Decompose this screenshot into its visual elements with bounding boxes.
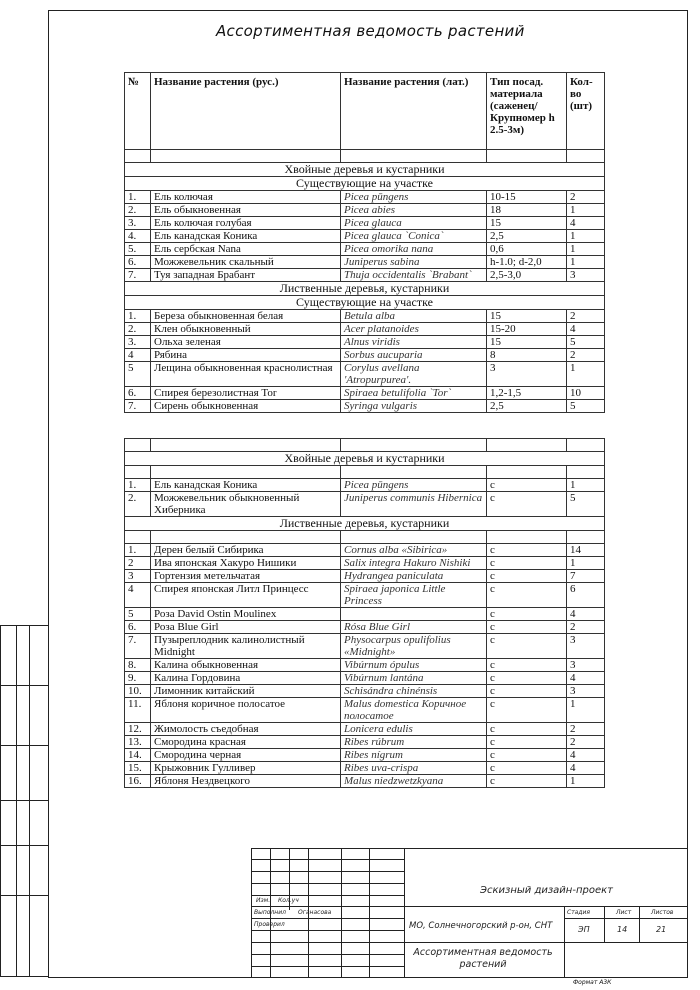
table-row [125, 775, 605, 788]
row-qty: 1 [567, 775, 605, 788]
row-name-lat: Ribes nígrum [341, 749, 487, 762]
row-name-lat: Ribes rúbrum [341, 736, 487, 749]
row-num: 5 [125, 608, 151, 621]
row-type: 15-20 [487, 323, 567, 336]
row-type: с [487, 698, 567, 723]
row-name-ru: Лещина обыкновенная краснолистная [151, 362, 341, 387]
stamp-author-name: Оганасова [298, 909, 332, 916]
stamp-stadia-label: Стадия [567, 909, 591, 916]
row-qty: 7 [567, 570, 605, 583]
row-name-lat: Malus domestica Коричное полосатое [341, 698, 487, 723]
stamp-doc-title: Ассортиментная ведомость растений [413, 947, 553, 970]
row-name-ru: Можжевельник обыкновенный Хиберника [151, 492, 341, 517]
row-type: с [487, 634, 567, 659]
row-qty: 3 [567, 685, 605, 698]
stamp-project: Эскизный дизайн-проект [480, 885, 613, 896]
row-qty: 4 [567, 672, 605, 685]
row-name-ru: Можжевельник скальный [151, 256, 341, 269]
table-row [125, 479, 605, 492]
row-type: с [487, 492, 567, 517]
row-name-lat: Spiraea japonica Little Princess [341, 583, 487, 608]
row-name-lat: Picea pūngens [341, 479, 487, 492]
row-qty: 4 [567, 749, 605, 762]
row-name-ru: Ель обыкновенная [151, 204, 341, 217]
title-block-stamp [251, 848, 688, 978]
row-num: 4. [125, 230, 151, 243]
row-name-ru: Гортензия метельчатая [151, 570, 341, 583]
row-qty: 2 [567, 736, 605, 749]
row-name-ru: Ель колючая [151, 191, 341, 204]
row-name-ru: Дерен белый Сибирика [151, 544, 341, 557]
row-name-lat [341, 608, 487, 621]
row-qty: 4 [567, 608, 605, 621]
table-row [125, 698, 605, 723]
format-label: Формат А3К [573, 979, 612, 986]
row-name-ru: Лимонник китайский [151, 685, 341, 698]
row-type: h-1.0; d-2,0 [487, 256, 567, 269]
row-qty: 1 [567, 204, 605, 217]
row-qty: 4 [567, 323, 605, 336]
row-num: 11. [125, 698, 151, 723]
row-type: 18 [487, 204, 567, 217]
row-name-ru: Ель сербская Nana [151, 243, 341, 256]
row-qty: 1 [567, 256, 605, 269]
row-name-lat: Rósa Blue Girl [341, 621, 487, 634]
table-row [125, 659, 605, 672]
row-name-lat: Ribes uva-crispa [341, 762, 487, 775]
row-qty: 1 [567, 557, 605, 570]
stamp-izm: Изм. [256, 897, 271, 904]
stamp-list-label: Лист [616, 909, 632, 916]
table-row [125, 336, 605, 349]
row-num: 5 [125, 362, 151, 387]
section-deciduous-label: Лиственные деревья, кустарники [125, 517, 605, 531]
row-qty: 1 [567, 698, 605, 723]
row-name-lat: Salix integra Hakuro Nishiki [341, 557, 487, 570]
stamp-vypolnil: Выполнил [254, 909, 286, 916]
row-num: 8. [125, 659, 151, 672]
row-name-lat: Thuja occidentalis `Brabant` [341, 269, 487, 282]
row-num: 2. [125, 492, 151, 517]
page-title: Ассортиментная ведомость растений [216, 22, 525, 40]
row-name-ru: Смородина черная [151, 749, 341, 762]
row-name-ru: Калина обыкновенная [151, 659, 341, 672]
row-name-lat: Picea pūngens [341, 191, 487, 204]
row-name-ru: Ель канадская Коника [151, 230, 341, 243]
row-type: с [487, 672, 567, 685]
table-row [125, 544, 605, 557]
row-qty: 4 [567, 762, 605, 775]
row-qty: 10 [567, 387, 605, 400]
header-name-lat: Название растения (лат.) [341, 73, 487, 150]
row-name-ru: Рябина [151, 349, 341, 362]
row-type: 2,5 [487, 400, 567, 413]
row-num: 3. [125, 217, 151, 230]
row-type: с [487, 570, 567, 583]
row-num: 10. [125, 685, 151, 698]
table-row [125, 723, 605, 736]
row-name-ru: Калина Гордовина [151, 672, 341, 685]
table-header-row [125, 73, 605, 150]
row-name-ru: Ель колючая голубая [151, 217, 341, 230]
stamp-listov-label: Листов [651, 909, 674, 916]
row-name-lat: Juniperus communis Hibernica [341, 492, 487, 517]
subsection-existing [125, 177, 605, 191]
row-qty: 1 [567, 230, 605, 243]
table-row [125, 269, 605, 282]
row-num: 3 [125, 570, 151, 583]
row-type: с [487, 775, 567, 788]
row-qty: 1 [567, 479, 605, 492]
row-qty: 1 [567, 243, 605, 256]
section-deciduous [125, 282, 605, 296]
row-type: 2,5 [487, 230, 567, 243]
table-row [125, 570, 605, 583]
stamp-kol-uch: Кол.уч [278, 897, 299, 904]
blank-row [125, 150, 605, 163]
row-name-ru: Береза обыкновенная белая [151, 310, 341, 323]
row-num: 15. [125, 762, 151, 775]
subsection-existing [125, 296, 605, 310]
row-qty: 3 [567, 634, 605, 659]
row-qty: 2 [567, 723, 605, 736]
plant-table-existing [124, 72, 605, 413]
row-name-lat: Vibúrnum ópulus [341, 659, 487, 672]
row-name-lat: Picea glauca `Conica` [341, 230, 487, 243]
row-name-ru: Смородина красная [151, 736, 341, 749]
table-row [125, 243, 605, 256]
row-num: 1. [125, 479, 151, 492]
row-num: 4 [125, 349, 151, 362]
row-num: 16. [125, 775, 151, 788]
row-name-ru: Пузыреплодник калинолистный Midnight [151, 634, 341, 659]
row-name-lat: Vibúrnum lantána [341, 672, 487, 685]
row-name-lat: Schisándra chinénsis [341, 685, 487, 698]
row-type: с [487, 544, 567, 557]
row-name-lat: Sorbus aucuparia [341, 349, 487, 362]
row-num: 7. [125, 269, 151, 282]
row-type: с [487, 608, 567, 621]
row-name-lat: Physocarpus opulifolius «Midnight» [341, 634, 487, 659]
table-row [125, 749, 605, 762]
table-row [125, 362, 605, 387]
row-name-ru: Роза David Ostin Moulinex [151, 608, 341, 621]
row-qty: 5 [567, 400, 605, 413]
row-name-lat: Syringa vulgaris [341, 400, 487, 413]
section-conifers-label: Хвойные деревья и кустарники [125, 163, 605, 177]
row-num: 5. [125, 243, 151, 256]
table-row [125, 621, 605, 634]
row-qty: 3 [567, 269, 605, 282]
row-name-ru: Спирея японская Литл Принцесс [151, 583, 341, 608]
row-name-ru: Туя западная Брабант [151, 269, 341, 282]
section-deciduous-label: Лиственные деревья, кустарники [125, 282, 605, 296]
side-stamp-strip [0, 625, 48, 977]
row-name-ru: Ива японская Хакуро Нишики [151, 557, 341, 570]
table-row [125, 310, 605, 323]
blank-row [125, 531, 605, 544]
subsection-existing-label: Существующие на участке [125, 177, 605, 191]
stamp-proveril: Проверил [254, 921, 285, 928]
row-name-ru: Крыжовник Гулливер [151, 762, 341, 775]
table-row [125, 736, 605, 749]
row-name-ru: Клен обыкновенный [151, 323, 341, 336]
section-conifers-label: Хвойные деревья и кустарники [125, 452, 605, 466]
row-name-lat: Corylus avellana 'Atropurpurea'. [341, 362, 487, 387]
row-type: с [487, 723, 567, 736]
stamp-location: МО, Солнечногорский р-он, СНТ [409, 921, 553, 931]
row-num: 3. [125, 336, 151, 349]
header-qty: Кол-во (шт) [567, 73, 605, 150]
row-type: с [487, 557, 567, 570]
row-num: 12. [125, 723, 151, 736]
row-type: 10-15 [487, 191, 567, 204]
row-num: 7. [125, 634, 151, 659]
row-qty: 3 [567, 659, 605, 672]
row-type: с [487, 736, 567, 749]
subsection-existing-label: Существующие на участке [125, 296, 605, 310]
row-qty: 2 [567, 191, 605, 204]
row-qty: 6 [567, 583, 605, 608]
header-name-ru: Название растения (рус.) [151, 73, 341, 150]
row-type: 15 [487, 217, 567, 230]
row-name-ru: Яблоня Нездвецкого [151, 775, 341, 788]
table-row [125, 672, 605, 685]
table-row [125, 323, 605, 336]
stamp-listov-value: 21 [656, 925, 667, 934]
row-num: 1. [125, 310, 151, 323]
table-row [125, 400, 605, 413]
plant-table-new [124, 438, 605, 788]
row-name-ru: Ольха зеленая [151, 336, 341, 349]
row-num: 6. [125, 387, 151, 400]
row-num: 13. [125, 736, 151, 749]
row-num: 2. [125, 323, 151, 336]
row-num: 6. [125, 621, 151, 634]
row-name-ru: Сирень обыкновенная [151, 400, 341, 413]
row-type: 15 [487, 336, 567, 349]
table-row [125, 557, 605, 570]
row-type: 15 [487, 310, 567, 323]
row-qty: 1 [567, 362, 605, 387]
row-num: 4 [125, 583, 151, 608]
table-row [125, 762, 605, 775]
row-name-lat: Juniperus sabina [341, 256, 487, 269]
row-name-ru: Ель канадская Коника [151, 479, 341, 492]
row-type: с [487, 621, 567, 634]
table-row [125, 583, 605, 608]
blank-row [125, 439, 605, 452]
row-type: с [487, 762, 567, 775]
row-name-lat: Cornus alba «Sibirica» [341, 544, 487, 557]
header-num: № [125, 73, 151, 150]
row-num: 9. [125, 672, 151, 685]
row-name-lat: Hydrangea paniculata [341, 570, 487, 583]
row-name-lat: Acer platanoides [341, 323, 487, 336]
table-row [125, 230, 605, 243]
row-type: 8 [487, 349, 567, 362]
table-row [125, 685, 605, 698]
row-name-ru: Роза Blue Girl [151, 621, 341, 634]
row-name-lat: Picea glauca [341, 217, 487, 230]
table-row [125, 387, 605, 400]
row-type: с [487, 749, 567, 762]
stamp-list-value: 14 [617, 925, 628, 934]
row-type: 3 [487, 362, 567, 387]
table-row [125, 217, 605, 230]
section-deciduous [125, 517, 605, 531]
row-name-lat: Betula alba [341, 310, 487, 323]
row-name-ru: Жимолость съедобная [151, 723, 341, 736]
table-row [125, 634, 605, 659]
row-num: 1. [125, 544, 151, 557]
row-type: 0,6 [487, 243, 567, 256]
row-type: 2,5-3,0 [487, 269, 567, 282]
row-qty: 14 [567, 544, 605, 557]
table-row [125, 256, 605, 269]
row-type: 1,2-1,5 [487, 387, 567, 400]
row-qty: 5 [567, 336, 605, 349]
row-type: с [487, 479, 567, 492]
table-row [125, 608, 605, 621]
row-num: 2. [125, 204, 151, 217]
row-name-lat: Lonicera edulis [341, 723, 487, 736]
table-row [125, 349, 605, 362]
row-num: 6. [125, 256, 151, 269]
table-row [125, 191, 605, 204]
row-name-lat: Alnus viridis [341, 336, 487, 349]
row-qty: 4 [567, 217, 605, 230]
table-row [125, 492, 605, 517]
row-name-lat: Picea omorika nana [341, 243, 487, 256]
row-name-ru: Спирея березолистная Tor [151, 387, 341, 400]
row-num: 7. [125, 400, 151, 413]
header-type: Тип посад. материала (саженец/ Крупномер h 2.5-3м) [487, 73, 567, 150]
section-conifers [125, 163, 605, 177]
blank-row [125, 466, 605, 479]
row-qty: 2 [567, 621, 605, 634]
row-type: с [487, 659, 567, 672]
row-name-ru: Яблоня коричное полосатое [151, 698, 341, 723]
row-type: с [487, 685, 567, 698]
row-qty: 2 [567, 310, 605, 323]
row-qty: 2 [567, 349, 605, 362]
section-conifers [125, 452, 605, 466]
row-qty: 5 [567, 492, 605, 517]
row-name-lat: Picea abies [341, 204, 487, 217]
table-row [125, 204, 605, 217]
row-type: с [487, 583, 567, 608]
row-num: 2 [125, 557, 151, 570]
row-num: 14. [125, 749, 151, 762]
stamp-stadia-value: ЭП [578, 925, 590, 934]
row-name-lat: Malus niedzwetzkyana [341, 775, 487, 788]
row-name-lat: Spiraea betulifolia `Tor` [341, 387, 487, 400]
row-num: 1. [125, 191, 151, 204]
